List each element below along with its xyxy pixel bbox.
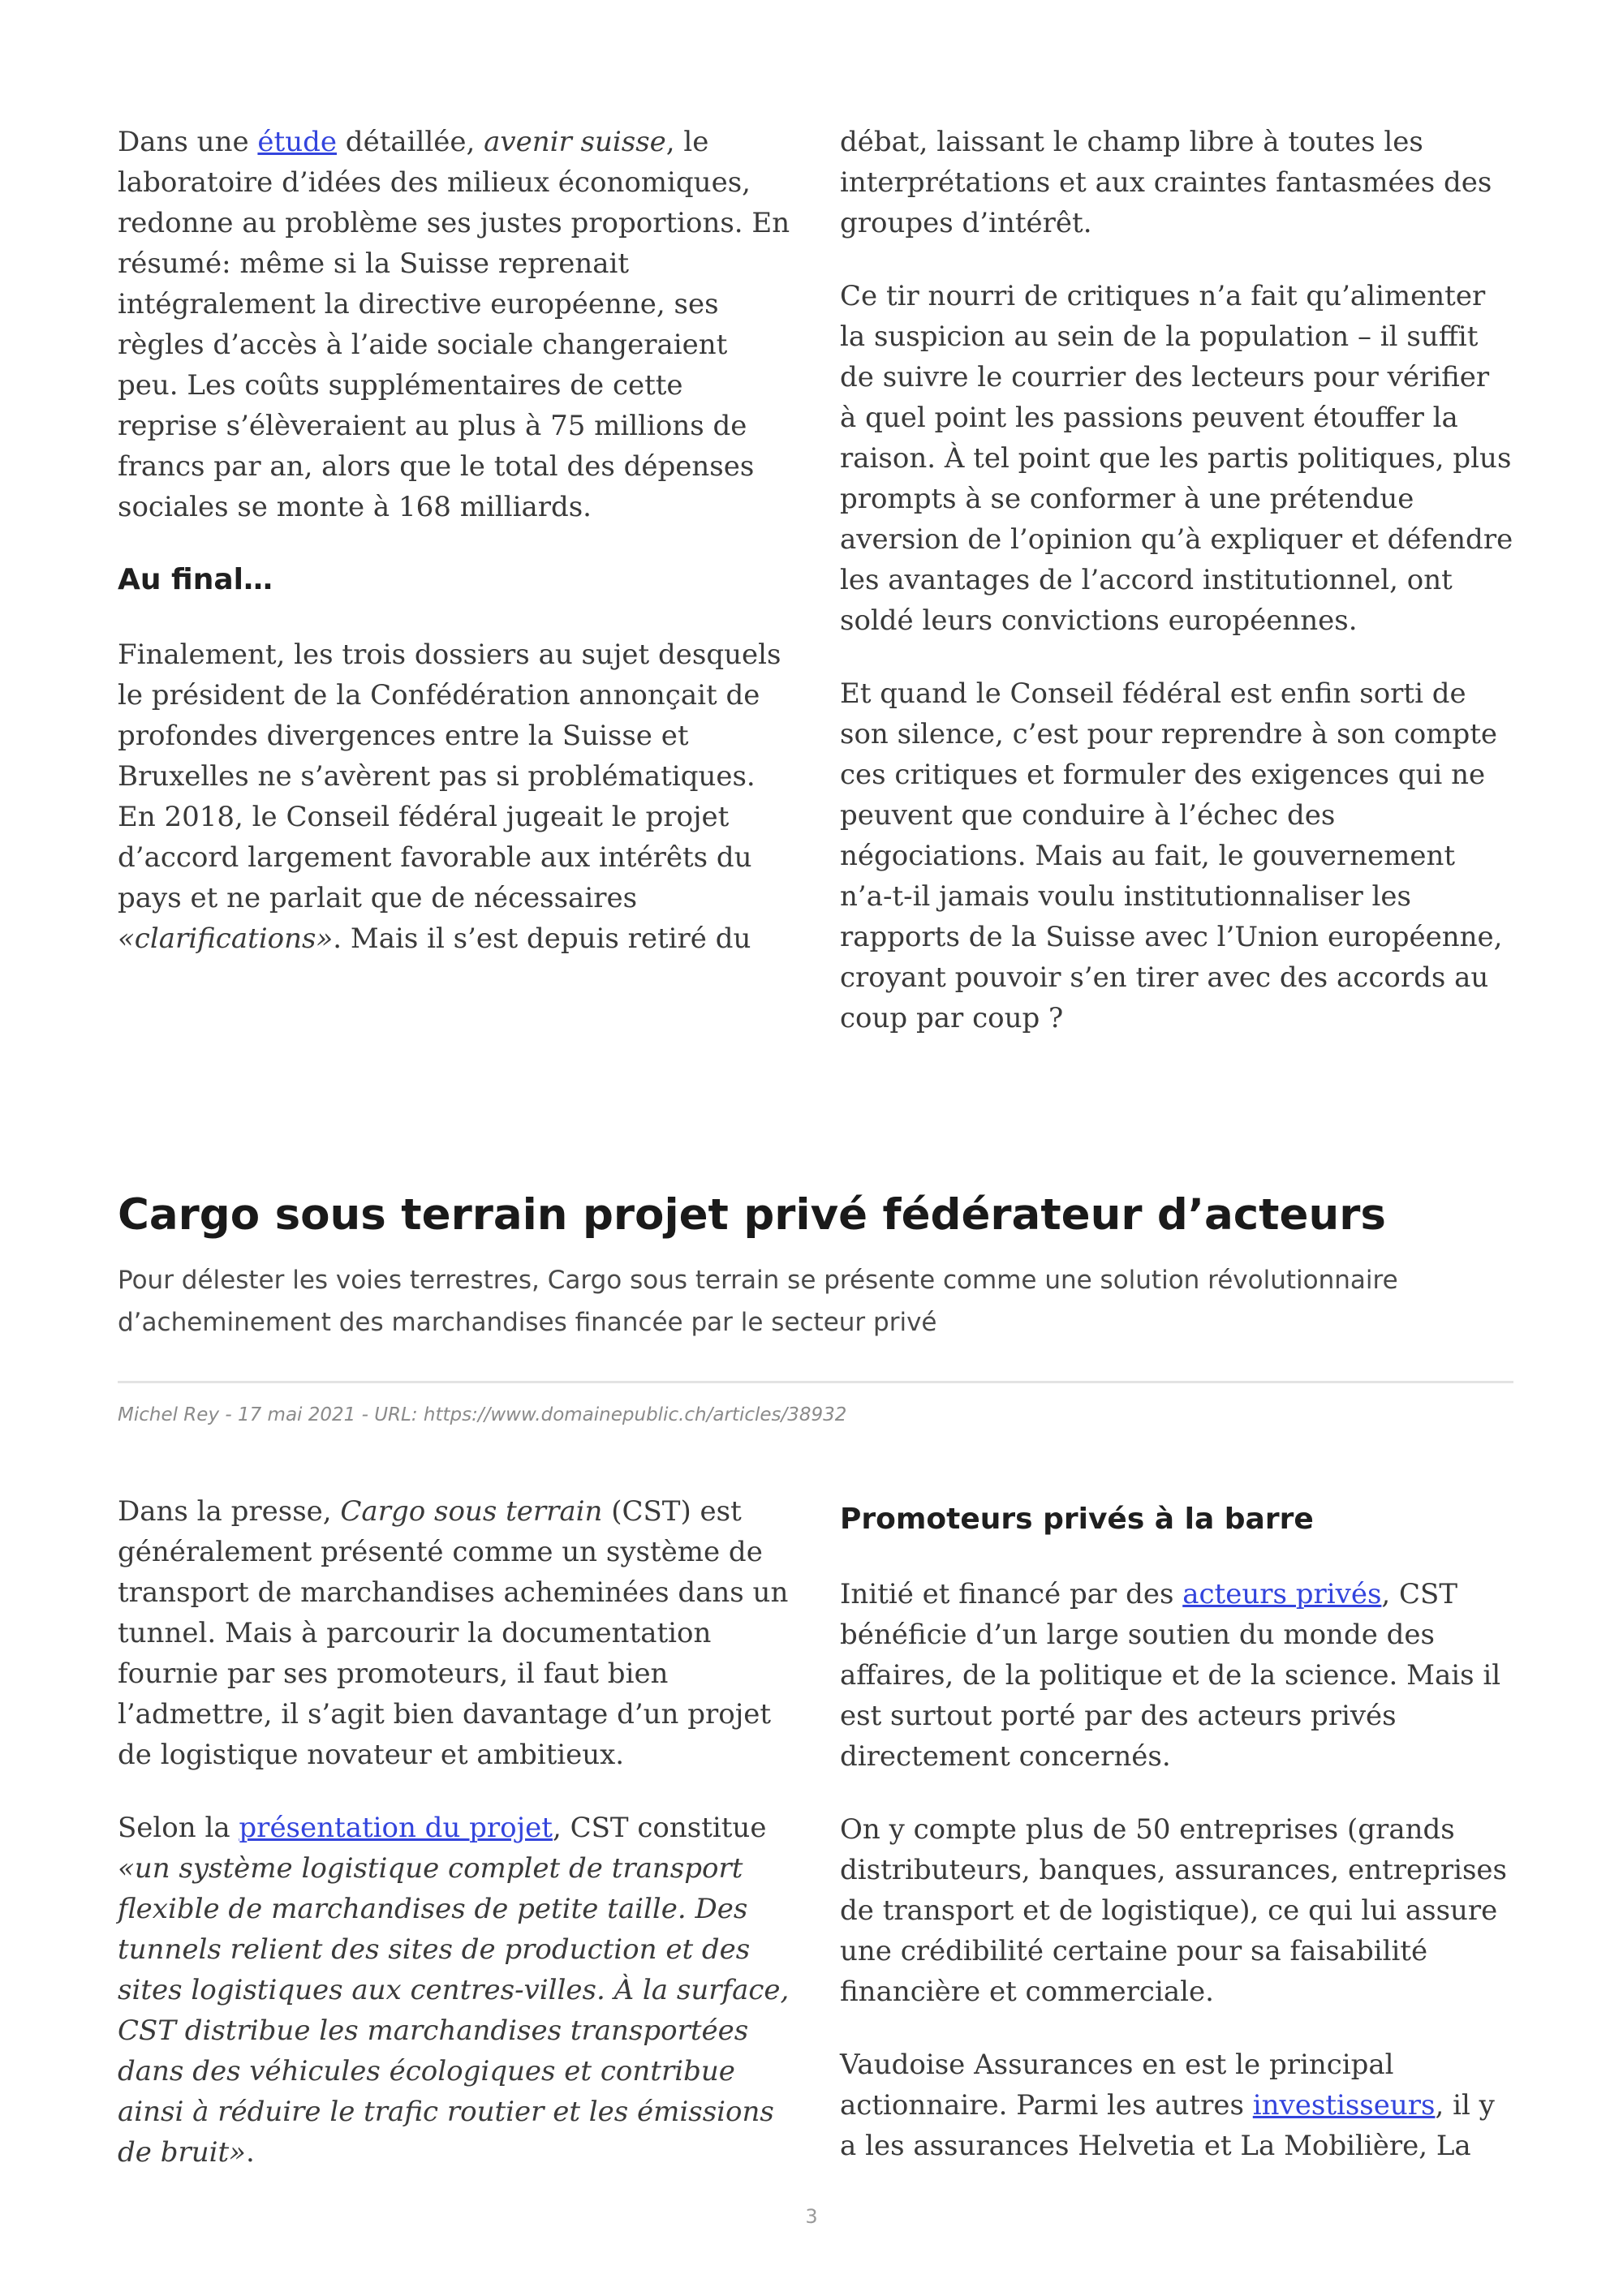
section-1-columns — [118, 122, 1513, 1071]
link-acteurs-prives[interactable]: acteurs privés — [1182, 1578, 1382, 1610]
paragraph — [118, 1491, 791, 1775]
paragraph — [118, 1808, 791, 2173]
paragraph — [118, 122, 791, 527]
text: Dans une — [118, 126, 258, 158]
section-1-right-column — [840, 122, 1513, 1071]
paragraph — [840, 1574, 1513, 1777]
section-2-columns — [118, 1491, 1513, 2205]
text: Finalement, les trois dossiers au sujet desquels le président de la Confédération annonçait de profondes divergences entre la Suisse et Bruxelles ne s’avèrent pas si problématiques. En 2018, le Conseil fédéral jugeait le projet d’accord largement favorable aux intérêts du pays et ne parlait que de nécessaires — [118, 638, 781, 914]
emphasis: «clarifications» — [118, 922, 334, 955]
quote: «un système logistique complet de transport flexible de marchandises de petite taille. Des tunnels relient des sites de production et des sites logistiques aux centres-villes. À la surface, CST distribue les marchandises transportées dans des véhicules écologiques et contribue ainsi à réduire le trafic routier et les émissions de bruit» — [118, 1852, 790, 2169]
paragraph: On y compte plus de 50 entreprises (grands distributeurs, banques, assurances, entreprises de transport et de logistique), ce qui lui assure une crédibilité certaine pour sa faisabilité financière et commerciale. — [840, 1813, 1507, 2008]
text: . Mais il s’est depuis retiré du — [333, 922, 751, 955]
article-byline: Michel Rey - 17 mai 2021 - URL: https://www.domainepublic.ch/articles/38932 — [118, 1404, 847, 1425]
article-title: Cargo sous terrain projet privé fédérateur d’acteurs — [118, 1190, 1386, 1240]
text: détaillée, — [337, 126, 484, 158]
paragraph — [118, 634, 791, 959]
text: . — [245, 2136, 255, 2169]
section-2-left-column — [118, 1491, 791, 2205]
text: , CST constitue — [552, 1812, 767, 1844]
paragraph: Et quand le Conseil fédéral est enfin sorti de son silence, c’est pour reprendre à son compte ces critiques et formuler des exigences qui ne peuvent que conduire à l’échec des négociations. Mais au fait, le gouvernement n’a-t-il jamais voulu institutionnaliser les rapports de la Suisse avec l’Union européenne, croyant pouvoir s’en tirer avec des accords au coup par coup ? — [840, 677, 1503, 1034]
text: Selon la — [118, 1812, 239, 1844]
text: , il y a les assurances Helvetia et La Mobilière, La — [840, 2089, 1495, 2162]
section-heading: Au final… — [118, 563, 273, 596]
article-lede: Pour délester les voies terrestres, Cargo sous terrain se présente comme une solution révolutionnaire d’acheminement des marchandises financée par le secteur privé — [118, 1266, 1398, 1337]
emphasis: Cargo sous terrain — [340, 1495, 603, 1528]
link-etude[interactable]: étude — [257, 126, 337, 158]
paragraph — [840, 2044, 1513, 2166]
text: , le laboratoire d’idées des milieux économiques, redonne au problème ses justes proportions. En résumé: même si la Suisse reprenait intégralement la directive européenne, ses règles d’accès à l’aide sociale changeraient peu. Les coûts supplémentaires de cette reprise s’élèveraient au plus à 75 millions de francs par an, alors que le total des dépenses sociales se monte à 168 milliards. — [118, 126, 790, 523]
paragraph: débat, laissant le champ libre à toutes les interprétations et aux craintes fantasmées des groupes d’intérêt. — [840, 126, 1492, 239]
paragraph: Ce tir nourri de critiques n’a fait qu’alimenter la suspicion au sein de la population – il suffit de suivre le courrier des lecteurs pour vérifier à quel point les passions peuvent étouffer la raison. À tel point que les partis politiques, plus prompts à se conformer à une prétendue aversion de l’opinion qu’à expliquer et défendre les avantages de l’accord institutionnel, ont soldé leurs convictions européennes. — [840, 280, 1513, 637]
section-heading: Promoteurs privés à la barre — [840, 1503, 1314, 1536]
emphasis: avenir suisse — [484, 126, 666, 158]
divider — [118, 1381, 1513, 1383]
section-1-left-column — [118, 122, 791, 1071]
text: Initié et financé par des — [840, 1578, 1183, 1610]
text: Vaudoise Assurances en est le principal actionnaire. Parmi les autres — [840, 2049, 1394, 2122]
text: (CST) est généralement présenté comme un système de transport de marchandises acheminées dans un tunnel. Mais à parcourir la documentation fournie par ses promoteurs, il faut bien l’admettre, il s’agit bien davantage d’un projet de logistique novateur et ambitieux. — [118, 1495, 789, 1771]
section-2-right-column — [840, 1491, 1513, 2205]
link-presentation-du-projet[interactable]: présentation du projet — [239, 1812, 553, 1844]
link-investisseurs[interactable]: investisseurs — [1252, 2089, 1436, 2122]
text: Dans la presse, — [118, 1495, 341, 1528]
text: , CST bénéficie d’un large soutien du monde des affaires, de la politique et de la science. Mais il est surtout porté par des acteurs privés directement concernés. — [840, 1578, 1501, 1773]
page-number: 3 — [805, 2205, 818, 2228]
